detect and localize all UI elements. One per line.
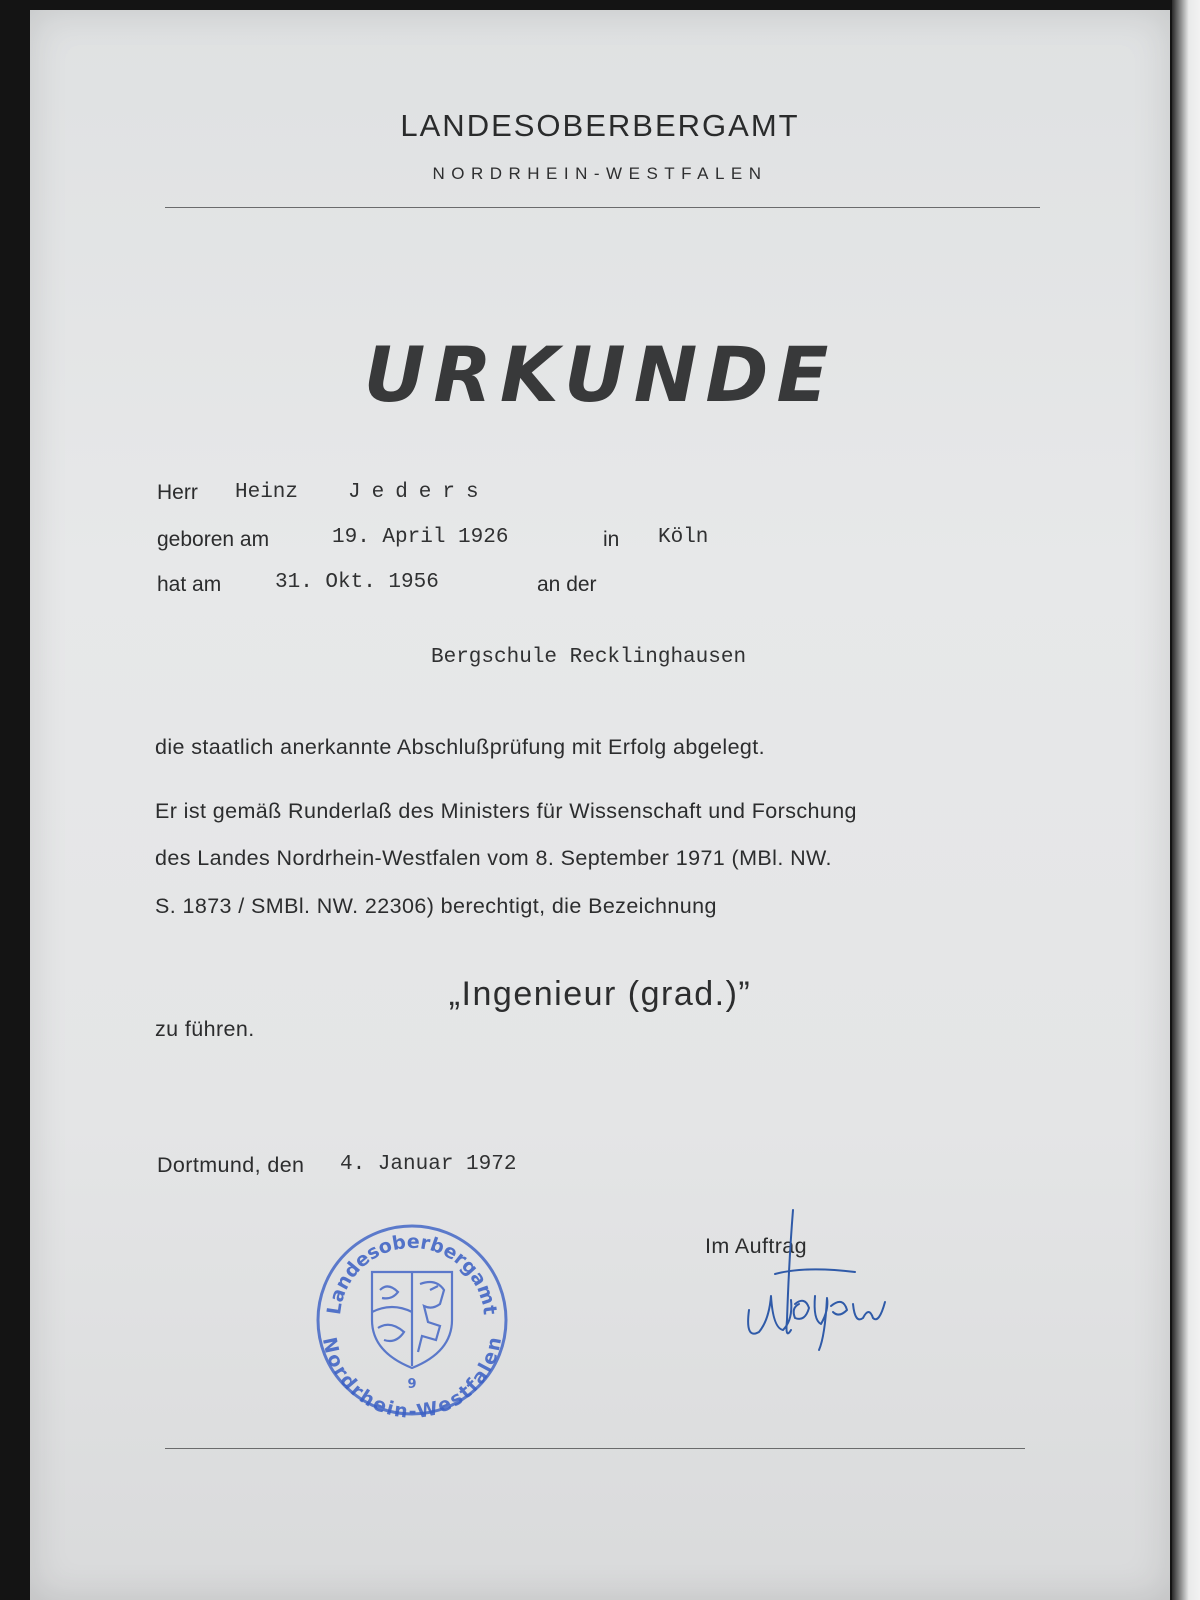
exam-statement: die staatlich anerkannte Abschlußprüfung mit Erfolg abgelegt. (155, 735, 766, 759)
document-title: URKUNDE (363, 330, 837, 419)
at-label: an der (537, 573, 597, 596)
issue-date: 4. Januar 1972 (340, 1153, 517, 1176)
header-divider (165, 207, 1040, 208)
seal-center-number: 9 (407, 1377, 417, 1392)
exam-date-label: hat am (157, 573, 222, 596)
signature-stroke (735, 1200, 915, 1360)
authority-state: NORDRHEIN-WESTFALEN (432, 164, 768, 183)
exam-date: 31. Okt. 1956 (275, 571, 439, 594)
birth-place: Köln (658, 526, 709, 549)
issuing-authority: LANDESOBERBERGAMT (400, 108, 800, 143)
salutation: Herr (157, 481, 198, 504)
photo-background-edge (1172, 0, 1200, 1600)
certificate-paper (30, 10, 1170, 1600)
footer-divider (165, 1448, 1025, 1449)
closing-statement: zu führen. (155, 1017, 255, 1041)
first-name: Heinz (235, 481, 299, 504)
degree-title: „Ingenieur (grad.)” (448, 975, 752, 1013)
place-date-label: Dortmund, den (157, 1153, 305, 1177)
authorization-line-3: S. 1873 / SMBl. NW. 22306) berechtigt, die Bezeichnung (155, 894, 717, 918)
authorization-line-2: des Landes Nordrhein-Westfalen vom 8. September 1971 (MBl. NW. (155, 846, 832, 870)
birth-date: 19. April 1926 (332, 526, 509, 549)
seal-top-text: Landesoberbergamt (323, 1230, 501, 1317)
handwritten-signature (735, 1200, 915, 1360)
born-label: geboren am (157, 528, 270, 551)
official-seal (312, 1220, 512, 1420)
in-label: in (603, 528, 620, 551)
coat-of-arms-icon (372, 1272, 452, 1368)
school-name: Bergschule Recklinghausen (431, 646, 747, 669)
seal-bottom-text: Nordrhein-Westfalen (317, 1335, 507, 1420)
seal-graphic (312, 1220, 512, 1420)
last-name: Jeders (348, 481, 490, 504)
on-behalf-label: Im Auftrag (705, 1234, 807, 1258)
authorization-line-1: Er ist gemäß Runderlaß des Ministers für Wissenschaft und Forschung (155, 799, 857, 823)
